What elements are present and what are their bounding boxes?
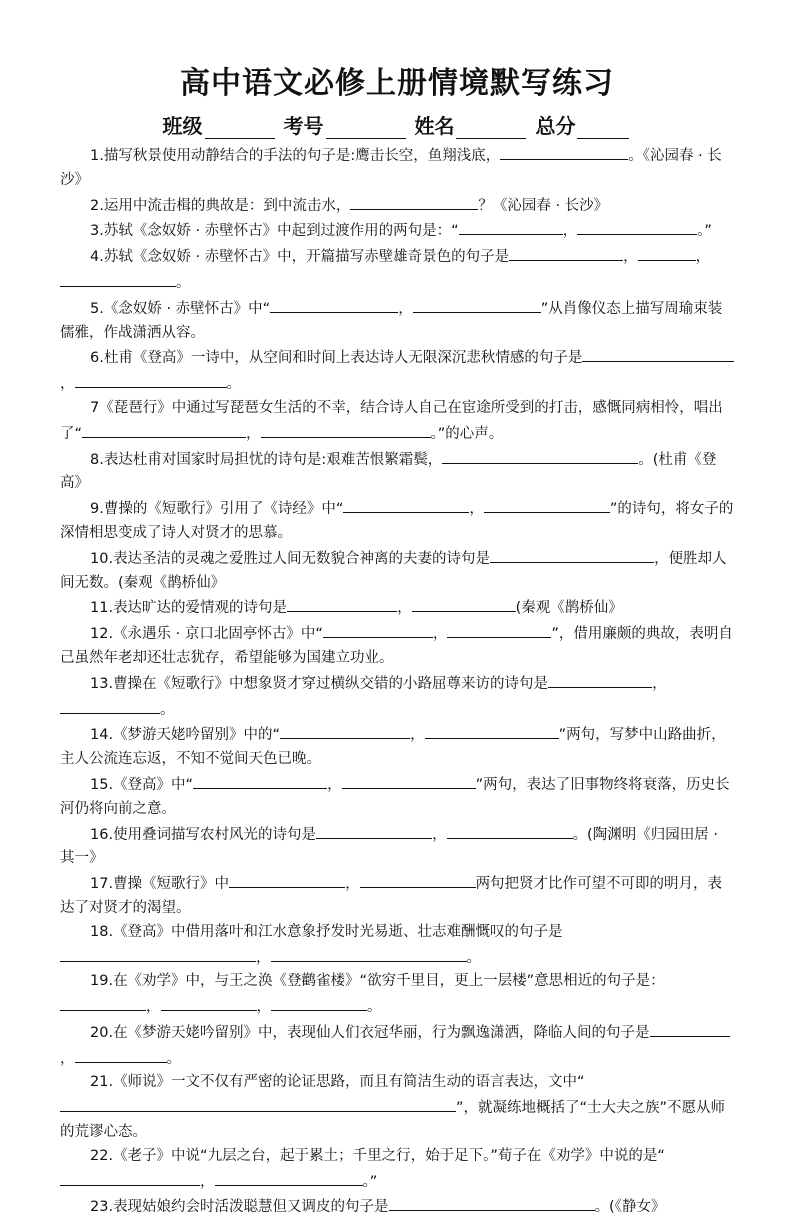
answer-blank[interactable] — [287, 595, 397, 612]
answer-blank[interactable] — [447, 621, 551, 638]
answer-blank[interactable] — [60, 270, 176, 287]
question-text: 苏轼《念奴娇 · 赤壁怀古》中，开篇描写赤壁雄奇景色的句子是 — [103, 249, 510, 266]
answer-blank[interactable] — [236, 1095, 456, 1112]
question-text: 。 — [367, 999, 382, 1016]
question-text: ， — [327, 776, 342, 793]
answer-blank[interactable] — [389, 1194, 595, 1211]
question-text: 在《劝学》中，与王之涣《登鹳雀楼》“欲穷千里目，更上一层楼”意思相近的句子是： — [113, 973, 665, 990]
question-text: 表达杜甫对国家时局担忧的诗句是:艰难苦恨繁霜鬓， — [103, 451, 443, 468]
question-text: ， — [623, 249, 638, 266]
answer-blank[interactable] — [412, 595, 516, 612]
question-text: 运用中流击楫的典故是：到中流击水， — [103, 197, 351, 214]
question-item — [60, 595, 736, 621]
question-text: ， — [432, 626, 448, 643]
question-number: 15. — [90, 776, 114, 793]
answer-blank[interactable] — [650, 1020, 730, 1037]
answer-blank[interactable] — [360, 871, 476, 888]
question-text: ， — [695, 249, 711, 266]
question-item — [60, 143, 736, 193]
question-number: 1. — [90, 148, 104, 164]
question-item — [60, 447, 736, 497]
question-text: 《登高》中“ — [113, 776, 194, 793]
question-text: 。 — [160, 701, 175, 718]
question-item — [60, 722, 736, 772]
question-text: ， — [60, 1050, 75, 1067]
question-text: 表达旷达的爱情观的诗句是 — [113, 600, 288, 617]
question-text: 表达圣洁的灵魂之爱胜过人间无数貌合神离的夫妻的诗句是 — [113, 550, 491, 567]
answer-blank[interactable] — [60, 697, 160, 714]
answer-blank[interactable] — [316, 822, 432, 839]
question-item — [60, 822, 736, 872]
question-text: 《永遇乐 · 京口北固亭怀古》中“ — [113, 626, 323, 643]
question-number: 21. — [90, 1074, 114, 1091]
question-number: 5. — [90, 300, 104, 317]
answer-blank[interactable] — [413, 296, 541, 313]
question-item — [60, 921, 736, 971]
answer-blank[interactable] — [509, 244, 623, 261]
answer-blank[interactable] — [229, 871, 345, 888]
question-item — [60, 1020, 736, 1072]
answer-blank[interactable] — [350, 193, 478, 210]
question-text: ， — [246, 425, 261, 442]
question-text: 。” — [697, 223, 712, 240]
answer-blank[interactable] — [490, 546, 654, 563]
question-number: 14. — [90, 727, 114, 744]
question-text: ， — [345, 876, 360, 893]
answer-blank[interactable] — [500, 143, 628, 160]
question-item — [60, 218, 736, 244]
question-text: 使用叠词描写农村风光的诗句是 — [113, 826, 317, 843]
question-text: ”两句，写梦中山路曲折，主人公流连忘返，不知不觉间天色已晚。 — [60, 727, 726, 768]
question-text: ，便胜却人间无数。(秦观《鹊桥仙》 — [60, 550, 727, 591]
answer-blank[interactable] — [484, 496, 610, 513]
question-item — [60, 970, 736, 1020]
question-number: 4. — [90, 249, 104, 266]
answer-blank[interactable] — [60, 1095, 236, 1112]
answer-blank[interactable] — [425, 722, 559, 739]
question-item — [60, 1071, 736, 1144]
question-number: 9. — [90, 501, 104, 518]
question-text: ， — [410, 727, 425, 744]
question-text: 。 — [166, 1050, 181, 1067]
question-text: 表现姑娘约会时活泼聪慧但又调皮的句子是 — [113, 1199, 389, 1216]
answer-blank[interactable] — [548, 671, 652, 688]
answer-blank[interactable] — [161, 994, 257, 1011]
answer-blank[interactable] — [577, 218, 697, 235]
question-number: 11. — [90, 600, 114, 617]
question-item — [60, 871, 736, 921]
question-text: ， — [432, 826, 447, 843]
question-number: 2. — [90, 197, 104, 214]
question-number: 17. — [90, 876, 114, 893]
question-item — [60, 193, 736, 219]
answer-blank[interactable] — [271, 945, 467, 962]
question-item — [60, 671, 736, 723]
question-item — [60, 244, 736, 296]
exam-number-field[interactable] — [326, 118, 406, 139]
question-number: 18. — [90, 923, 114, 940]
answer-blank[interactable] — [442, 447, 638, 464]
question-text: 《老子》中说“九层之台，起于累土；千里之行，始于足下。”荀子在《劝学》中说的是“ — [113, 1147, 665, 1164]
question-text: 《师说》一文不仅有严密的论证思路，而且有简洁生动的语言表达，文中“ — [113, 1074, 585, 1091]
question-text: ”两句，表达了旧事物终将衰落，历史长河仍将向前之意。 — [60, 776, 730, 817]
answer-blank[interactable] — [342, 772, 476, 789]
question-text: ”，借用廉颇的典故，表明自己虽然年老却还壮志犹存，希望能够为国建立功业。 — [60, 626, 733, 666]
answer-blank[interactable] — [343, 496, 469, 513]
question-item — [60, 1194, 736, 1220]
question-text: ， — [562, 223, 578, 240]
question-text: ， — [398, 300, 413, 317]
question-text: 曹操的《短歌行》引用了《诗经》中“ — [103, 501, 344, 518]
question-text: 《梦游天姥吟留别》中的“ — [113, 727, 281, 744]
question-text: 。” — [362, 1173, 378, 1190]
question-number: 16. — [90, 826, 114, 843]
question-number: 20. — [90, 1024, 114, 1041]
question-text: ， — [652, 675, 667, 692]
question-number: 8. — [90, 451, 104, 468]
question-number: 3. — [90, 223, 104, 240]
name-field[interactable] — [456, 118, 526, 139]
question-text: 。(陶渊明《归园田居 · 其一》 — [60, 826, 718, 867]
question-text: ， — [256, 949, 271, 966]
student-info-line — [0, 110, 794, 139]
answer-blank[interactable] — [75, 1046, 167, 1063]
name-label: 姓名 — [414, 114, 455, 138]
question-text: ， — [469, 501, 484, 518]
question-text: ”的诗句，将女子的深情相思变成了诗人对贤才的思慕。 — [60, 501, 734, 541]
question-item — [60, 772, 736, 822]
question-text: 两句把贤才比作可望不可即的明月，表达了对贤才的渴望。 — [60, 876, 723, 916]
question-text: 曹操在《短歌行》中想象贤才穿过横纵交错的小路屈尊来访的诗句是 — [113, 675, 549, 692]
question-text: (秦观《鹊桥仙》 — [515, 600, 623, 617]
answer-blank[interactable] — [75, 371, 227, 388]
answer-blank[interactable] — [60, 945, 256, 962]
question-text: 。 — [176, 274, 191, 291]
answer-blank[interactable] — [271, 994, 367, 1011]
score-field[interactable] — [577, 118, 629, 139]
answer-blank[interactable] — [82, 421, 246, 438]
question-text: ， — [60, 376, 75, 393]
question-number: 19. — [90, 973, 114, 990]
question-text: 。《沁园春 · 长沙》 — [60, 148, 722, 188]
question-item — [60, 546, 736, 596]
question-text: 。”的心声。 — [430, 425, 504, 442]
exam-number-label: 考号 — [283, 114, 324, 138]
question-number: 13. — [90, 675, 114, 692]
question-number: 23. — [90, 1199, 114, 1216]
answer-blank[interactable] — [638, 244, 696, 261]
answer-blank[interactable] — [60, 994, 146, 1011]
answer-blank[interactable] — [323, 621, 433, 638]
question-number: 6. — [90, 350, 104, 367]
answer-blank[interactable] — [60, 1169, 200, 1186]
question-item — [60, 397, 736, 447]
answer-blank[interactable] — [459, 218, 563, 235]
question-text: 。(杜甫《登高》 — [60, 451, 717, 492]
question-item — [60, 296, 736, 346]
answer-blank[interactable] — [280, 722, 410, 739]
answer-blank[interactable] — [215, 1169, 363, 1186]
question-text: 。 — [466, 949, 481, 966]
question-text: 《琵琶行》中通过写琵琶女生活的不幸，结合诗人自己在宦途所受到的打击，感慨同病相怜，唱出了“ — [60, 399, 723, 442]
question-text: ， — [200, 1173, 215, 1190]
score-label: 总分 — [535, 114, 576, 138]
question-number: 10. — [90, 550, 114, 567]
question-text: 曹操《短歌行》中 — [113, 876, 230, 893]
question-text: 。 — [226, 376, 241, 393]
question-item — [60, 496, 736, 546]
question-number: 7 — [90, 399, 100, 416]
question-text: 描写秋景使用动静结合的手法的句子是:鹰击长空，鱼翔浅底， — [103, 148, 501, 164]
question-number: 22. — [90, 1147, 114, 1164]
question-text: 在《梦游天姥吟留别》中，表现仙人们衣冠华丽，行为飘逸潇洒，降临人间的句子是 — [113, 1024, 650, 1041]
answer-blank[interactable] — [270, 296, 398, 313]
answer-blank[interactable] — [261, 421, 431, 438]
question-text: 杜甫《登高》一诗中，从空间和时间上表达诗人无限深沉悲秋情感的句子是 — [103, 350, 583, 367]
page-title: 高中语文必修上册情境默写练习 — [180, 66, 614, 101]
question-item — [60, 1145, 736, 1195]
question-item — [60, 345, 736, 397]
question-item — [60, 621, 736, 671]
class-label: 班级 — [162, 114, 203, 138]
class-field[interactable] — [205, 118, 275, 139]
answer-blank[interactable] — [582, 345, 734, 362]
question-text: 。(《静女》 — [594, 1199, 666, 1216]
question-text: 苏轼《念奴娇 · 赤壁怀古》中起到过渡作用的两句是：“ — [103, 223, 459, 240]
question-text: ？《沁园春 · 长沙》 — [478, 197, 609, 214]
question-list — [60, 143, 736, 1220]
question-text: ， — [146, 999, 161, 1016]
question-text: ”，就凝练地概括了“士大夫之族”不愿从师的荒谬心态。 — [60, 1100, 726, 1141]
question-text: 《念奴娇 · 赤壁怀古》中“ — [103, 300, 271, 317]
question-text: ， — [397, 600, 412, 617]
answer-blank[interactable] — [447, 822, 573, 839]
question-text: ”从肖像仪态上描写周瑜束装儒雅，作战潇洒从容。 — [60, 300, 723, 341]
question-number: 12. — [90, 626, 114, 643]
question-text: ， — [256, 999, 271, 1016]
question-text: 《登高》中借用落叶和江水意象抒发时光易逝、壮志难酬慨叹的句子是 — [113, 923, 563, 940]
answer-blank[interactable] — [193, 772, 327, 789]
